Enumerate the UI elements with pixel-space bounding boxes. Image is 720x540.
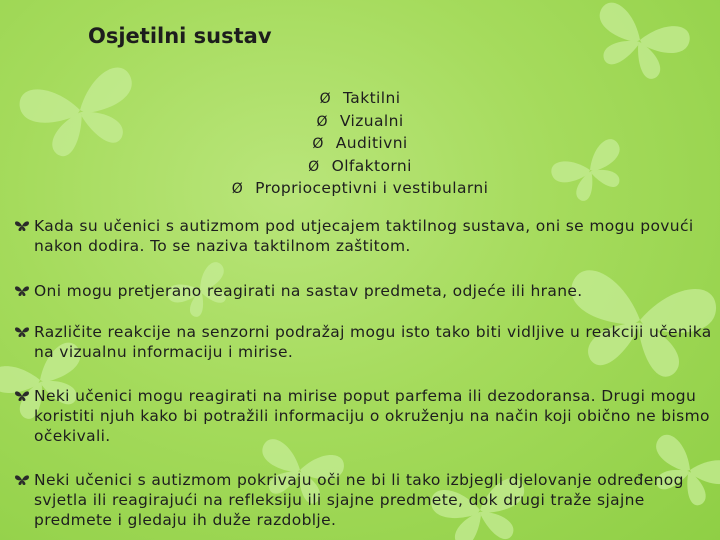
arrow-bullet-icon: Ø [231, 181, 244, 197]
arrow-bullet-icon: Ø [319, 91, 331, 107]
arrow-bullet-icon: Ø [308, 158, 320, 175]
bullet-list [14, 216, 714, 530]
butterfly-bullet-icon [14, 326, 30, 338]
bullet-item [14, 470, 714, 530]
senses-list-item [150, 156, 570, 179]
bullet-item [14, 386, 714, 446]
bullet-text: Oni mogu pretjerano reagirati na sastav predmeta, odjeće ili hrane. [34, 282, 583, 300]
senses-list-item [150, 178, 570, 201]
sense-label: Vizualni [339, 111, 404, 130]
butterfly-bullet-icon [14, 285, 30, 297]
bullet-text: Različite reakcije na senzorni podražaj mogu isto tako biti vidljive u reakciji učenika na vizualnu informaciju i mirise. [34, 323, 712, 361]
bullet-item [14, 216, 714, 256]
senses-list-item [150, 111, 570, 134]
senses-list-item [150, 133, 570, 156]
bullet-item [14, 281, 714, 301]
bullet-text: Neki učenici s autizmom pokrivaju oči ne bi li tako izbjegli djelovanje određenog svjetla ili reagirajući na refleksiju ili sjajne predmete, dok drugi traže sjajne predmete i gledaju ih duže razdoblje. [34, 471, 684, 529]
bullet-item [14, 322, 714, 362]
sense-label: Taktilni [343, 89, 401, 107]
butterfly-bullet-icon [14, 220, 30, 232]
senses-list-item [150, 88, 570, 111]
butterfly-bullet-icon [14, 474, 30, 486]
arrow-bullet-icon: Ø [312, 136, 324, 152]
sense-label: Olfaktorni [331, 156, 412, 175]
bullet-text: Kada su učenici s autizmom pod utjecajem taktilnog sustava, oni se mogu povući nakon dodira. To se naziva taktilnom zaštitom. [34, 217, 694, 255]
senses-list [150, 88, 570, 201]
sense-label: Proprioceptivni i vestibularni [255, 179, 489, 197]
bullet-text: Neki učenici mogu reagirati na mirise poput parfema ili dezodoransa. Drugi mogu koristiti njuh kako bi potražili informaciju o okruženju na način koji obično ne bismo očekivali. [34, 387, 710, 445]
slide-title: Osjetilni sustav [88, 24, 272, 48]
arrow-bullet-icon: Ø [316, 113, 328, 130]
butterfly-bullet-icon [14, 390, 30, 402]
sense-label: Auditivni [335, 134, 408, 152]
